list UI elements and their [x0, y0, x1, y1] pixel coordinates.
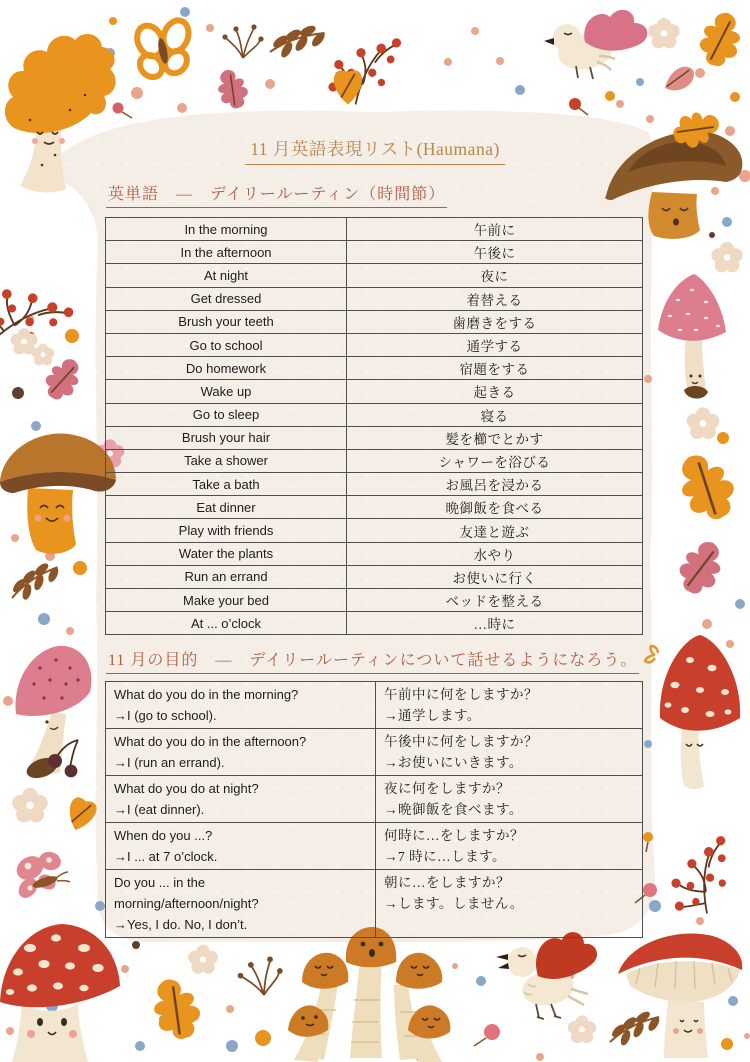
en-cell: At night — [106, 264, 347, 287]
en-cell: Do you ... in the morning/afternoon/night? →Yes, I do. No, I don’t. — [106, 870, 376, 938]
en-cell: Take a shower — [106, 449, 347, 472]
ja-cell: シャワーを浴びる — [347, 449, 643, 472]
ja-cell: 寝る — [347, 403, 643, 426]
en-cell: Take a bath — [106, 473, 347, 496]
table-row — [106, 729, 643, 776]
ja-cell: 水やり — [347, 542, 643, 565]
table-row — [106, 403, 643, 426]
ja-cell: 歯磨きをする — [347, 310, 643, 333]
en-cell: Brush your teeth — [106, 310, 347, 333]
en-cell: Eat dinner — [106, 496, 347, 519]
table-row — [106, 218, 643, 241]
table-row — [106, 310, 643, 333]
table-row — [106, 612, 643, 635]
en-cell: Go to sleep — [106, 403, 347, 426]
page-title-text: 11 月英語表現リスト(Haumana) — [245, 136, 505, 165]
table-row — [106, 565, 643, 588]
en-cell: Wake up — [106, 380, 347, 403]
en-cell: What do you do in the morning? →I (go to school). — [106, 682, 376, 729]
table-row — [106, 333, 643, 356]
ja-cell: 午後中に何をしますか？ →お使いにいきます。 — [376, 729, 643, 776]
en-cell: Get dressed — [106, 287, 347, 310]
ja-cell: 晩御飯を食べる — [347, 496, 643, 519]
table-row — [106, 380, 643, 403]
table-row — [106, 682, 643, 729]
table-row — [106, 449, 643, 472]
table-row — [106, 426, 643, 449]
table-row — [106, 589, 643, 612]
table-row — [106, 287, 643, 310]
en-cell: Water the plants — [106, 542, 347, 565]
en-cell: Go to school — [106, 333, 347, 356]
en-cell: What do you do in the afternoon? →I (run an errand). — [106, 729, 376, 776]
ja-cell: 朝に…をしますか？ →します。しません。 — [376, 870, 643, 938]
table-row — [106, 519, 643, 542]
en-cell: When do you ...? →I ... at 7 o’clock. — [106, 823, 376, 870]
en-cell: In the morning — [106, 218, 347, 241]
ja-cell: お使いに行く — [347, 565, 643, 588]
goal-table — [105, 681, 643, 938]
ja-cell: 午後に — [347, 241, 643, 264]
ja-cell: …時に — [347, 612, 643, 635]
table-row — [106, 357, 643, 380]
table-row — [106, 776, 643, 823]
table-row — [106, 823, 643, 870]
table-row — [106, 264, 643, 287]
table-row — [106, 870, 643, 938]
ja-cell: お風呂を浸かる — [347, 473, 643, 496]
goal-section-heading: 11 月の目的 ― デイリールーティンについて話せるようになろう。 — [106, 647, 639, 674]
table-row — [106, 496, 643, 519]
en-cell: What do you do at night? →I (eat dinner). — [106, 776, 376, 823]
en-cell: Brush your hair — [106, 426, 347, 449]
ja-cell: 着替える — [347, 287, 643, 310]
en-cell: Play with friends — [106, 519, 347, 542]
ja-cell: 通学する — [347, 333, 643, 356]
en-cell: At ... o’clock — [106, 612, 347, 635]
ja-cell: 夜に — [347, 264, 643, 287]
ja-cell: 午前中に何をしますか？ →通学します。 — [376, 682, 643, 729]
ja-cell: 宿題をする — [347, 357, 643, 380]
table-row — [106, 241, 643, 264]
en-cell: Make your bed — [106, 589, 347, 612]
ja-cell: 午前に — [347, 218, 643, 241]
page-title — [0, 136, 750, 165]
vocab-table — [105, 217, 643, 635]
table-row — [106, 473, 643, 496]
ja-cell: 夜に何をしますか？ →晩御飯を食べます。 — [376, 776, 643, 823]
en-cell: In the afternoon — [106, 241, 347, 264]
table-row — [106, 542, 643, 565]
ja-cell: 起きる — [347, 380, 643, 403]
en-cell: Run an errand — [106, 565, 347, 588]
en-cell: Do homework — [106, 357, 347, 380]
ja-cell: 友達と遊ぶ — [347, 519, 643, 542]
ja-cell: ベッドを整える — [347, 589, 643, 612]
ja-cell: 髪を櫛でとかす — [347, 426, 643, 449]
ja-cell: 何時に…をしますか？ →7 時に…します。 — [376, 823, 643, 870]
vocab-section-heading: 英単語 ― デイリールーティン（時間節） — [106, 181, 447, 208]
